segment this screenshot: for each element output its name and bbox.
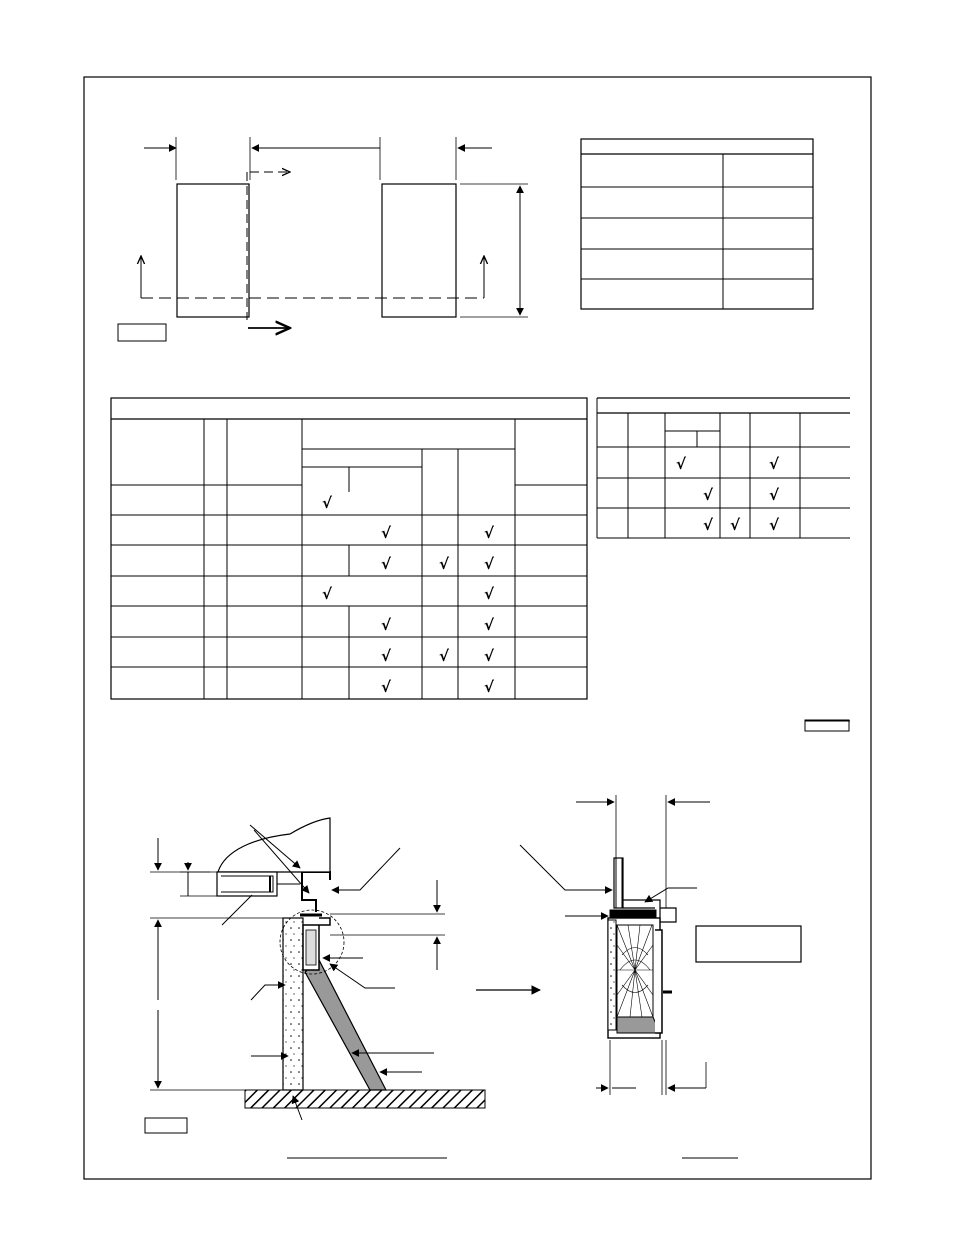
main-check-r3-col_d: √ bbox=[438, 555, 450, 573]
figure-label-bottom bbox=[145, 1118, 187, 1133]
main-table-checks bbox=[322, 494, 495, 696]
floor-slab bbox=[245, 1090, 485, 1108]
right-check-r2-c2: √ bbox=[702, 486, 714, 504]
right-check-r2-c4: √ bbox=[768, 486, 780, 504]
main-check-r3-col_b: √ bbox=[380, 555, 392, 573]
right-table bbox=[597, 398, 850, 538]
dimension-table bbox=[581, 139, 813, 309]
main-check-r5-col_e: √ bbox=[483, 616, 495, 634]
panel-left bbox=[177, 184, 249, 317]
main-check-r7-col_b: √ bbox=[380, 678, 392, 696]
right-check-r1-c4: √ bbox=[768, 455, 780, 473]
main-check-r6-col_e: √ bbox=[483, 647, 495, 665]
callout-box bbox=[696, 926, 801, 962]
main-check-r4-col_e: √ bbox=[483, 585, 495, 603]
section-view-left bbox=[145, 818, 540, 1158]
figure-label-top bbox=[118, 324, 166, 341]
main-check-r2-col_b: √ bbox=[380, 524, 392, 542]
right-check-r3-c3: √ bbox=[729, 516, 741, 534]
main-check-r7-col_e: √ bbox=[483, 678, 495, 696]
detail-view-right bbox=[520, 795, 801, 1158]
right-table-checks bbox=[676, 455, 780, 534]
main-check-r6-col_d: √ bbox=[438, 647, 450, 665]
main-check-r6-col_b: √ bbox=[380, 647, 392, 665]
main-check-r1-col_a: √ bbox=[321, 494, 333, 512]
wall-panel bbox=[283, 918, 303, 1090]
main-check-r4-col_a: √ bbox=[321, 585, 333, 603]
right-check-r3-c4: √ bbox=[768, 516, 780, 534]
main-check-r3-col_e: √ bbox=[483, 555, 495, 573]
main-check-r2-col_e: √ bbox=[483, 524, 495, 542]
main-check-r5-col_b: √ bbox=[380, 616, 392, 634]
main-table bbox=[111, 398, 587, 699]
diagonal-brace bbox=[305, 960, 386, 1090]
page-border bbox=[84, 77, 871, 1179]
panel-right bbox=[382, 184, 456, 317]
right-check-r3-c2: √ bbox=[702, 516, 714, 534]
right-check-r1-c1: √ bbox=[675, 455, 687, 473]
panel-layout-figure bbox=[118, 137, 528, 341]
